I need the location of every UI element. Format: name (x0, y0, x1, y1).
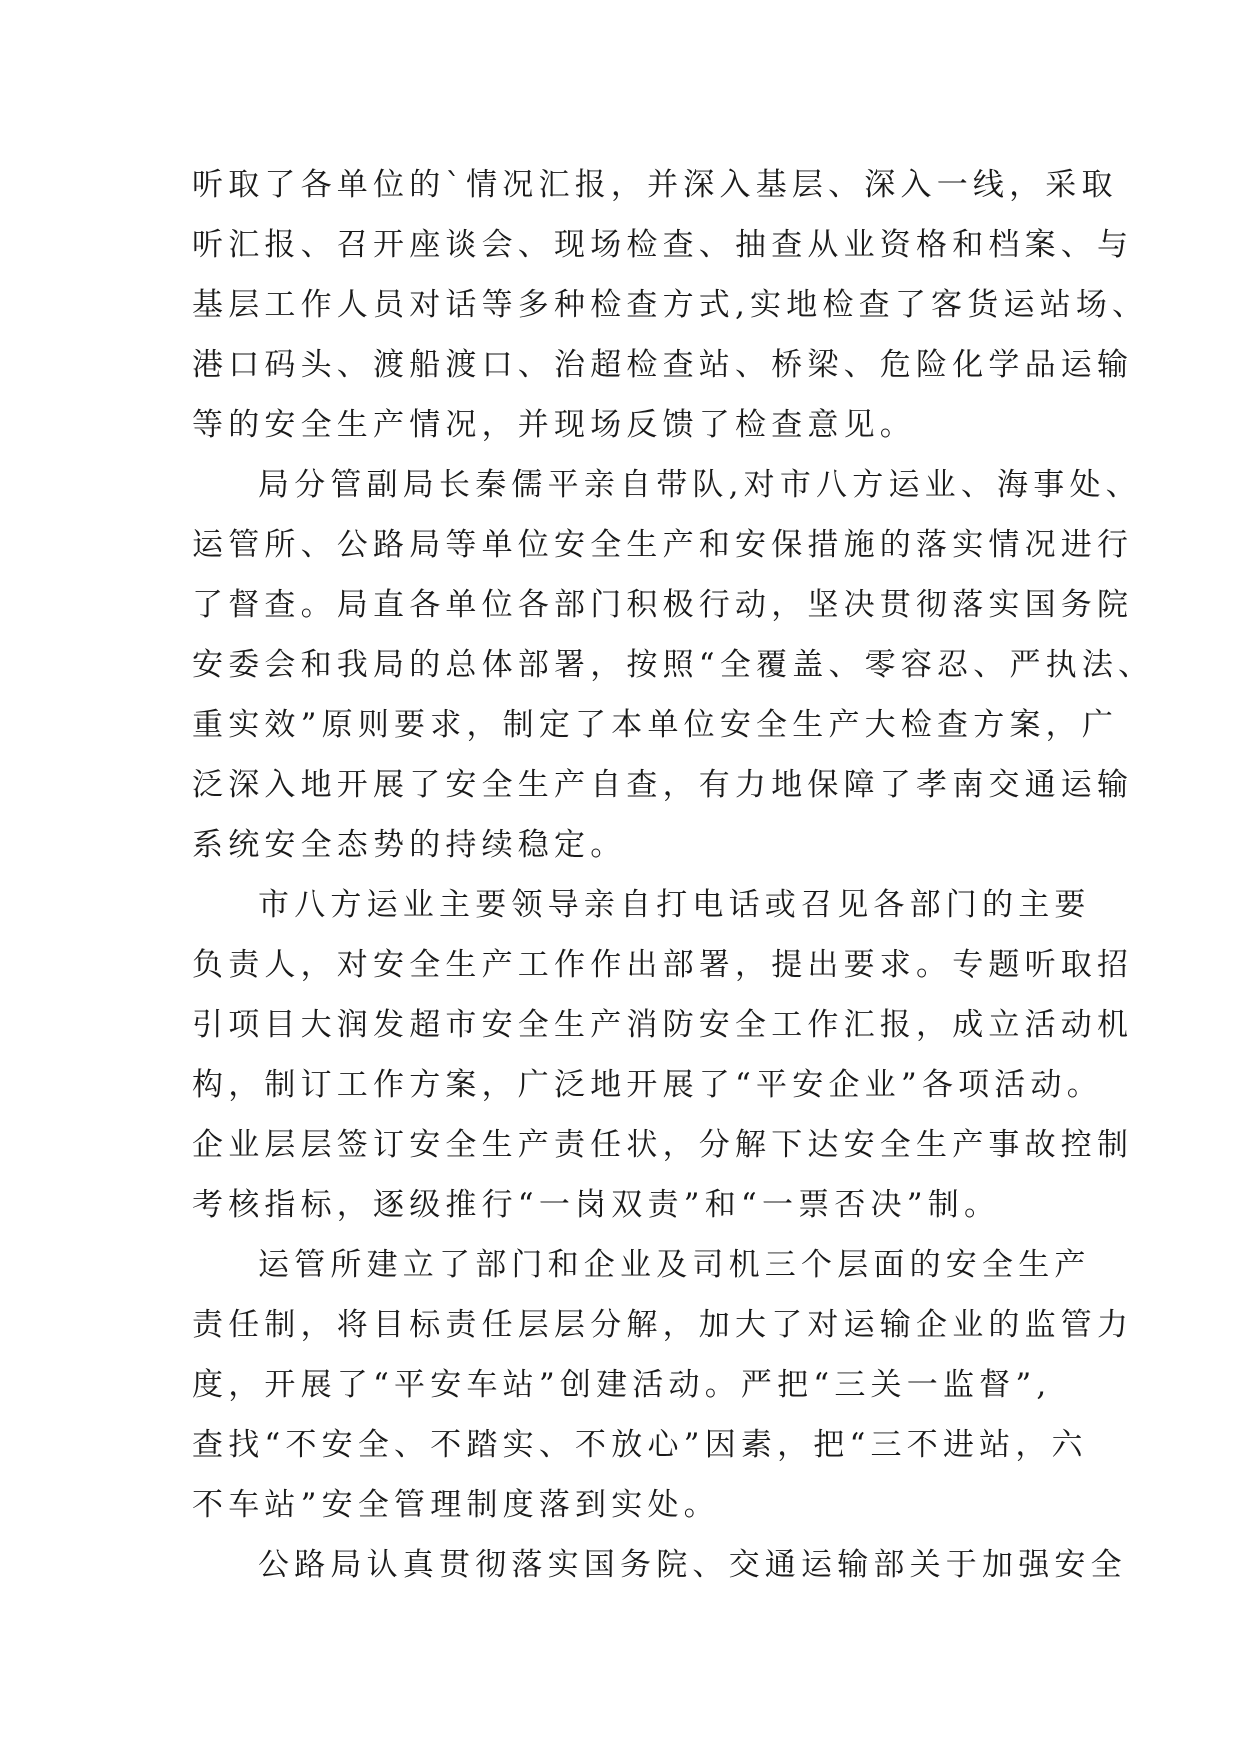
text-line: 公路局认真贯彻落实国务院、交通运输部关于加强安全 (258, 1547, 1127, 1583)
text-line: 等的安全生产情况，并现场反馈了检查意见。 (192, 407, 916, 443)
text-line: 责任制，将目标责任层层分解，加大了对运输企业的监管力 (192, 1307, 1134, 1343)
text-line: 安委会和我局的总体部署，按照“全覆盖、零容忍、严执法、 (192, 647, 1155, 683)
paragraph-2 (192, 455, 1155, 875)
paragraph-5 (192, 1535, 1127, 1595)
text-line: 泛深入地开展了安全生产自查，有力地保障了孝南交通运输 (192, 767, 1134, 803)
text-line: 查找“不安全、不踏实、不放心”因素，把“三不进站，六 (192, 1427, 1088, 1463)
paragraph-3 (192, 875, 1134, 1235)
text-line: 港口码头、渡船渡口、治超检查站、桥梁、危险化学品运输 (192, 347, 1134, 383)
text-line: 考核指标，逐级推行“一岗双责”和“一票否决”制。 (192, 1187, 1001, 1223)
text-line: 企业层层签订安全生产责任状，分解下达安全生产事故控制 (192, 1127, 1134, 1163)
text-line: 构，制订工作方案，广泛地开展了“平安企业”各项活动。 (192, 1067, 1103, 1103)
paragraph-4 (192, 1235, 1134, 1535)
text-line: 市八方运业主要领导亲自打电话或召见各部门的主要 (258, 887, 1091, 923)
text-line: 重实效”原则要求，制定了本单位安全生产大检查方案，广 (192, 707, 1119, 743)
text-line: 系统安全态势的持续稳定。 (192, 827, 627, 863)
text-line: 局分管副局长秦儒平亲自带队,对市八方运业、海事处、 (258, 467, 1142, 503)
text-line: 听取了各单位的`情况汇报，并深入基层、深入一线，采取 (192, 167, 1118, 203)
text-line: 基层工作人员对话等多种检查方式,实地检查了客货运站场、 (192, 287, 1149, 323)
paragraph-1 (192, 155, 1149, 455)
text-line: 引项目大润发超市安全生产消防安全工作汇报，成立活动机 (192, 1007, 1134, 1043)
document-body (192, 155, 1155, 1595)
text-line: 度，开展了“平安车站”创建活动。严把“三关一监督”, (192, 1367, 1052, 1403)
text-line: 运管所、公路局等单位安全生产和安保措施的落实情况进行 (192, 527, 1134, 563)
text-line: 运管所建立了部门和企业及司机三个层面的安全生产 (258, 1247, 1091, 1283)
text-line: 听汇报、召开座谈会、现场检查、抽查从业资格和档案、与 (192, 227, 1134, 263)
text-line: 不车站”安全管理制度落到实处。 (192, 1487, 720, 1523)
text-line: 了督查。局直各单位各部门积极行动，坚决贯彻落实国务院 (192, 587, 1134, 623)
text-line: 负责人，对安全生产工作作出部署，提出要求。专题听取招 (192, 947, 1134, 983)
